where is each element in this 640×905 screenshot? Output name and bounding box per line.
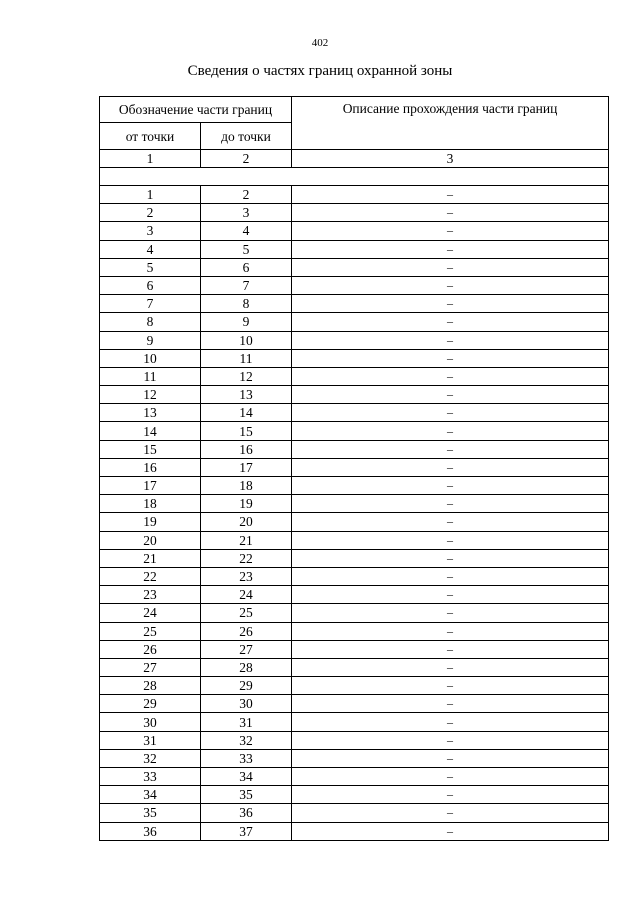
to-point-cell: 4 [201, 222, 292, 240]
page-title: Сведения о частях границ охранной зоны [187, 63, 453, 79]
to-point-cell: 19 [201, 495, 292, 513]
page-number: 402 [311, 37, 329, 49]
description-cell: – [292, 367, 609, 385]
description-cell: – [292, 731, 609, 749]
table-row [100, 567, 609, 585]
from-point-cell: 27 [100, 658, 201, 676]
description-cell: – [292, 586, 609, 604]
empty-cell [100, 168, 609, 186]
to-point-cell: 6 [201, 258, 292, 276]
from-point-cell: 24 [100, 604, 201, 622]
description-cell: – [292, 222, 609, 240]
table-row [100, 440, 609, 458]
description-cell: – [292, 531, 609, 549]
to-point-cell: 22 [201, 549, 292, 567]
table-row [100, 531, 609, 549]
to-point-cell: 9 [201, 313, 292, 331]
table-row [100, 276, 609, 294]
to-point-cell: 36 [201, 804, 292, 822]
description-cell: – [292, 677, 609, 695]
table-row [100, 222, 609, 240]
to-point-cell: 29 [201, 677, 292, 695]
column-numbers-row [100, 150, 609, 168]
description-cell: – [292, 695, 609, 713]
table-row [100, 695, 609, 713]
to-point-cell: 31 [201, 713, 292, 731]
table-row [100, 331, 609, 349]
table-row [100, 677, 609, 695]
from-point-cell: 26 [100, 640, 201, 658]
to-point-cell: 35 [201, 786, 292, 804]
from-point-cell: 5 [100, 258, 201, 276]
table-row [100, 295, 609, 313]
to-point-cell: 13 [201, 386, 292, 404]
table-row [100, 386, 609, 404]
to-point-cell: 15 [201, 422, 292, 440]
to-point-cell: 25 [201, 604, 292, 622]
to-point-cell: 3 [201, 204, 292, 222]
column-number: 1 [100, 150, 201, 168]
table-row [100, 749, 609, 767]
from-point-cell: 29 [100, 695, 201, 713]
description-cell: – [292, 749, 609, 767]
from-point-cell: 28 [100, 677, 201, 695]
description-cell: – [292, 622, 609, 640]
from-point-cell: 15 [100, 440, 201, 458]
to-point-cell: 24 [201, 586, 292, 604]
from-point-cell: 35 [100, 804, 201, 822]
description-cell: – [292, 331, 609, 349]
description-cell: – [292, 567, 609, 585]
description-cell: – [292, 713, 609, 731]
to-point-cell: 32 [201, 731, 292, 749]
description-cell: – [292, 186, 609, 204]
description-cell: – [292, 204, 609, 222]
from-point-cell: 34 [100, 786, 201, 804]
table-row [100, 513, 609, 531]
table-row [100, 258, 609, 276]
designation-header: Обозначение части границ [100, 97, 292, 123]
from-point-cell: 4 [100, 240, 201, 258]
to-point-cell: 17 [201, 458, 292, 476]
from-point-cell: 30 [100, 713, 201, 731]
table-header-row [100, 97, 609, 123]
boundary-parts-table [99, 96, 609, 841]
from-point-cell: 9 [100, 331, 201, 349]
table-row [100, 731, 609, 749]
description-cell: – [292, 295, 609, 313]
description-cell: – [292, 495, 609, 513]
description-header: Описание прохождения части границ [292, 97, 609, 150]
table-row [100, 658, 609, 676]
table-row [100, 204, 609, 222]
from-point-cell: 7 [100, 295, 201, 313]
table-row [100, 549, 609, 567]
description-cell: – [292, 349, 609, 367]
table-row [100, 768, 609, 786]
table-row [100, 313, 609, 331]
from-point-cell: 8 [100, 313, 201, 331]
to-point-cell: 12 [201, 367, 292, 385]
to-point-cell: 21 [201, 531, 292, 549]
description-cell: – [292, 658, 609, 676]
to-point-cell: 28 [201, 658, 292, 676]
table-row [100, 822, 609, 840]
from-point-cell: 36 [100, 822, 201, 840]
description-cell: – [292, 768, 609, 786]
from-point-cell: 33 [100, 768, 201, 786]
to-point-cell: 16 [201, 440, 292, 458]
from-point-cell: 2 [100, 204, 201, 222]
to-point-cell: 26 [201, 622, 292, 640]
description-cell: – [292, 240, 609, 258]
from-point-cell: 23 [100, 586, 201, 604]
description-cell: – [292, 804, 609, 822]
to-point-cell: 18 [201, 477, 292, 495]
table-row [100, 477, 609, 495]
table-row [100, 422, 609, 440]
table-row [100, 186, 609, 204]
to-point-cell: 5 [201, 240, 292, 258]
description-cell: – [292, 458, 609, 476]
to-point-cell: 11 [201, 349, 292, 367]
to-point-cell: 2 [201, 186, 292, 204]
to-point-cell: 8 [201, 295, 292, 313]
description-cell: – [292, 513, 609, 531]
description-cell: – [292, 822, 609, 840]
table-row [100, 640, 609, 658]
table-row [100, 404, 609, 422]
from-point-cell: 14 [100, 422, 201, 440]
description-cell: – [292, 422, 609, 440]
from-point-cell: 12 [100, 386, 201, 404]
table-row [100, 367, 609, 385]
column-number: 2 [201, 150, 292, 168]
to-point-cell: 27 [201, 640, 292, 658]
to-point-header: до точки [201, 123, 292, 150]
from-point-cell: 22 [100, 567, 201, 585]
to-point-cell: 37 [201, 822, 292, 840]
from-point-cell: 10 [100, 349, 201, 367]
from-point-cell: 6 [100, 276, 201, 294]
from-point-cell: 19 [100, 513, 201, 531]
table-row [100, 713, 609, 731]
table-row [100, 458, 609, 476]
table-row [100, 622, 609, 640]
to-point-cell: 23 [201, 567, 292, 585]
to-point-cell: 10 [201, 331, 292, 349]
from-point-header: от точки [100, 123, 201, 150]
from-point-cell: 1 [100, 186, 201, 204]
table-row [100, 349, 609, 367]
description-cell: – [292, 549, 609, 567]
table-row [100, 586, 609, 604]
table-row [100, 495, 609, 513]
description-cell: – [292, 258, 609, 276]
table-row [100, 804, 609, 822]
description-cell: – [292, 604, 609, 622]
from-point-cell: 11 [100, 367, 201, 385]
table-row [100, 240, 609, 258]
table-row [100, 786, 609, 804]
to-point-cell: 7 [201, 276, 292, 294]
description-cell: – [292, 386, 609, 404]
from-point-cell: 17 [100, 477, 201, 495]
from-point-cell: 20 [100, 531, 201, 549]
from-point-cell: 18 [100, 495, 201, 513]
from-point-cell: 13 [100, 404, 201, 422]
column-number: 3 [292, 150, 609, 168]
to-point-cell: 30 [201, 695, 292, 713]
empty-section-row [100, 168, 609, 186]
to-point-cell: 14 [201, 404, 292, 422]
description-cell: – [292, 786, 609, 804]
to-point-cell: 34 [201, 768, 292, 786]
description-cell: – [292, 313, 609, 331]
to-point-cell: 33 [201, 749, 292, 767]
from-point-cell: 21 [100, 549, 201, 567]
description-cell: – [292, 477, 609, 495]
description-cell: – [292, 640, 609, 658]
from-point-cell: 3 [100, 222, 201, 240]
to-point-cell: 20 [201, 513, 292, 531]
table-row [100, 604, 609, 622]
description-cell: – [292, 440, 609, 458]
from-point-cell: 25 [100, 622, 201, 640]
from-point-cell: 31 [100, 731, 201, 749]
description-cell: – [292, 404, 609, 422]
description-cell: – [292, 276, 609, 294]
from-point-cell: 32 [100, 749, 201, 767]
from-point-cell: 16 [100, 458, 201, 476]
